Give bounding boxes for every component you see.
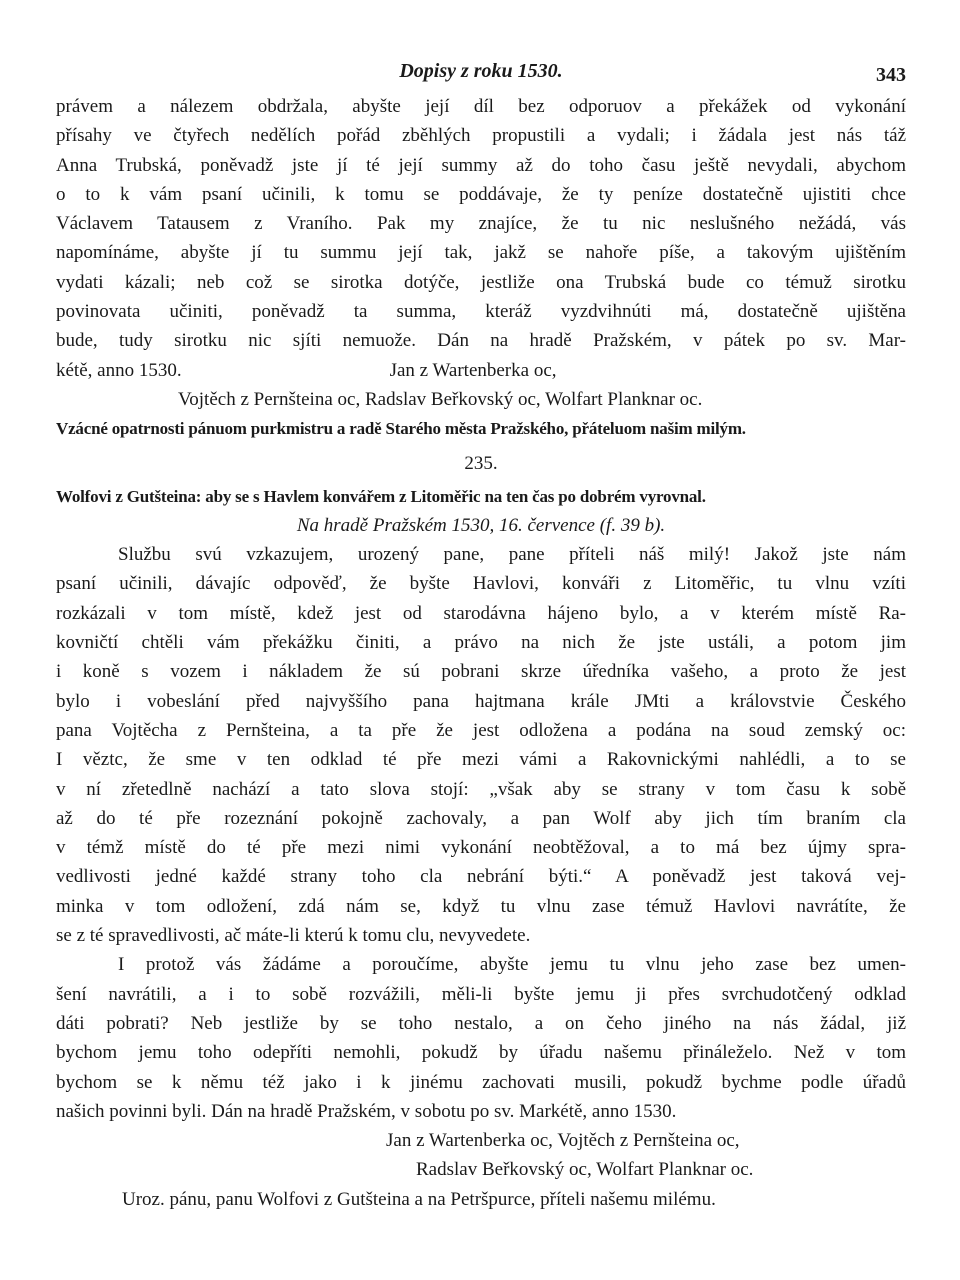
text-line: Václavem Tatausem z Vraního. Pak my znajíce, že tu nic neslušného nežádá, vás: [56, 213, 906, 235]
page-number: 343: [876, 64, 906, 86]
text-line: napomínáme, abyšte jí tu summu její tak, jakž se nahoře píše, a takovým ujištěním: [56, 242, 906, 264]
text-line: bychom se k němu též jako i k jinému zachovati musili, pokudž bychme podle úřadů: [56, 1071, 906, 1093]
text-line: rozkázali v tom místě, kdež jest od starodávna hájeno bylo, a v kterém místě Ra-: [56, 602, 906, 624]
letter-date: kétě, anno 1530.: [56, 359, 182, 381]
text-line: Službu svú vzkazujem, urozený pane, pane příteli náš milý! Jakož jste nám: [118, 544, 906, 566]
document-date-source: Na hradě Pražském 1530, 16. července (f. 39 b).: [296, 514, 666, 536]
text-line: vedlivosti jedné každé strany toho cla nebrání býti.“ A poněvadž jest taková vej-: [56, 866, 906, 888]
text-line: Anna Trubská, poněvadž jste jí té její summy až do toho času ještě nevydali, abychom: [56, 154, 906, 176]
letter-234-continuation: [56, 92, 906, 444]
letter-address: Vzácné opatrnosti pánuom purkmistru a radě Starého města Pražského, přáteluom našim milým.: [56, 419, 746, 439]
text-line: o to k vám psaní učinili, k tomu se poddávaje, že ty peníze dostatečně ujistiti chce: [56, 183, 906, 205]
signatures: Vojtěch z Pernšteina oc, Radslav Beřkovský oc, Wolfart Planknar oc.: [178, 388, 703, 410]
text-line: psaní učinili, dávajíc odpověď, že byšte Havlovi, konváři z Litoměřic, tu vlnu vzíti: [56, 573, 906, 595]
text-line: dáti pobrati? Neb jestliže by se toho nestalo, a on čeho jiného na nás žádal, již: [56, 1012, 906, 1034]
text-line: se z té spravedlivosti, ač máte-li kterú k tomu clu, nevyvedete.: [56, 925, 531, 947]
text-line: i koně s vozem i nákladem že sú pobrani skrze úředníka vašeho, a proto že jest: [56, 661, 906, 683]
text-line: v témž místě do té pře mezi nimi vykonání neobtěžoval, a to má bez újmy spra-: [56, 837, 906, 859]
text-line: v ní zřetedlně nachází a tato slova stojí: „však aby se strany v tom času k sobě: [56, 778, 906, 800]
running-title: Dopisy z roku 1530.: [399, 60, 563, 82]
text-line: šení navrátili, a i to sobě rozvážili, měli-li byšte jemu ji přes svrchudotčený odklad: [56, 983, 906, 1005]
document-summary: Wolfovi z Gutšteina: aby se s Havlem konvářem z Litoměřic na ten čas po dobrém vyrovnal.: [56, 486, 706, 506]
letter-address: Uroz. pánu, panu Wolfovi z Gutšteina a na Petršpurce, příteli našemu milému.: [122, 1188, 716, 1210]
text-line: pana Vojtěcha z Pernšteina, a ta pře že jest odložena a podána na soud zemský oc:: [56, 719, 906, 741]
book-page: [56, 52, 906, 1214]
letter-235: [56, 444, 906, 1214]
document-number: 235.: [464, 452, 498, 474]
signature: Jan z Wartenberka oc,: [389, 359, 557, 381]
text-line: až do té pře rozeznání pokojně zachovaly, a pan Wolf aby jich tím braním cla: [56, 807, 906, 829]
text-line: bylo i vobeslání před najvyššího pana hajtmana krále JMti a královstvie Českého: [56, 690, 906, 712]
text-line: bychom jemu toho odepříti nemohli, pokudž by úřadu našemu přináleželo. Než v tom: [56, 1042, 906, 1064]
text-line: našich povinni byli. Dán na hradě Pražském, v sobotu po sv. Markétě, anno 1530.: [56, 1100, 677, 1122]
text-line: vydati kázali; neb což se sirotka dotýče, jestliže ona Trubská bude co témuž sirotku: [56, 271, 906, 293]
text-line: bude, tudy sirotku nic sjíti nemuože. Dán na hradě Pražském, v pátek po sv. Mar-: [56, 330, 906, 352]
text-line: kovničtí chtěli vám překážku činiti, a právo na nich že jste ustáli, a potom jim: [56, 632, 906, 654]
text-line: právem a nálezem obdržala, abyšte její díl bez odporuov a překážek od vykonání: [56, 96, 906, 117]
text-line: I protož vás žádáme a poroučíme, abyšte jemu tu vlnu jeho zase bez umen-: [118, 954, 906, 976]
text-line: povinovata učiniti, poněvadž ta summa, kteráž vyzdvihnúti má, dostatečně ujištěna: [56, 301, 906, 323]
page-header: [56, 52, 906, 92]
date-and-signature-line: [56, 356, 906, 385]
signatures: Radslav Beřkovský oc, Wolfart Planknar oc.: [416, 1159, 754, 1181]
text-line: I věztc, že sme v ten odklad té pře mezi vámi a Rakovnickými nahlédli, a to se: [56, 749, 906, 771]
text-line: přísahy ve čtyřech nedělích pořád zběhlých propustili a vydali; i žádala jest nás táž: [56, 125, 906, 147]
text-line: minka v tom odložení, zdá nám se, když tu vlnu zase témuž Havlovi navrátíte, že: [56, 895, 906, 917]
signatures: Jan z Wartenberka oc, Vojtěch z Pernšteina oc,: [386, 1130, 740, 1152]
